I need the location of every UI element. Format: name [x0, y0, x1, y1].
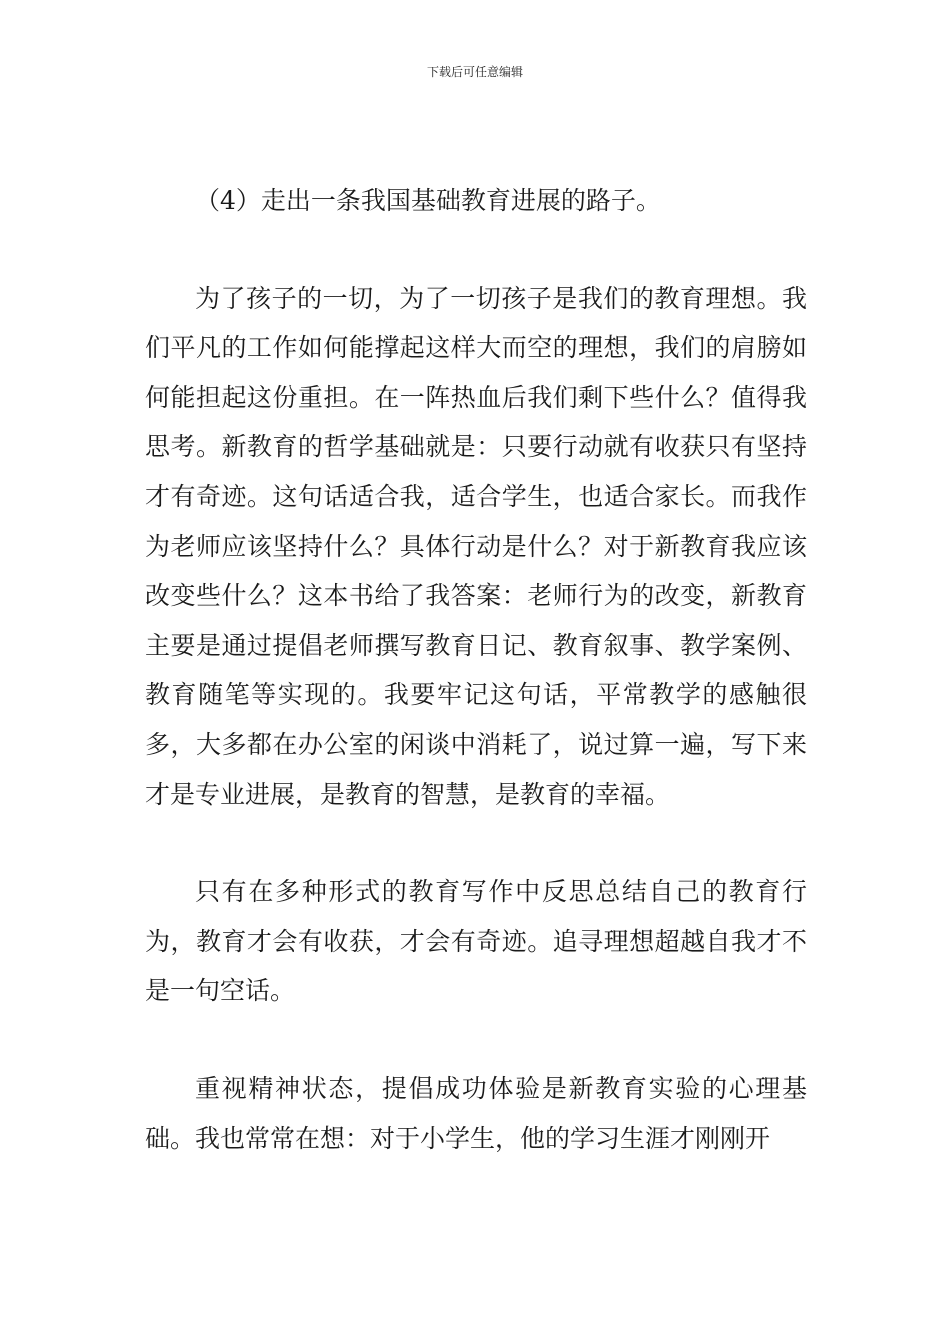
- paragraph-mental-state: 重视精神状态，提倡成功体验是新教育实验的心理基础。我也常常在想：对于小学生，他的学习生涯才刚刚开: [145, 1073, 807, 1153]
- paragraph-heading-4: （4）走出一条我国基础教育进展的路子。: [195, 186, 661, 215]
- paragraph-education-writing: 只有在多种形式的教育写作中反思总结自己的教育行为，教育才会有收获，才会有奇迹。追寻理想超越自我才不是一句空话。: [145, 877, 807, 1006]
- page-header-note: 下载后可任意编辑: [426, 65, 523, 79]
- document-body: [145, 176, 807, 1163]
- paragraph-education-ideal: 为了孩子的一切，为了一切孩子是我们的教育理想。我们平凡的工作如何能撑起这样大而空的理想，我们的肩膀如何能担起这份重担。在一阵热血后我们剩下些什么？值得我思考。新教育的哲学基础就是：只要行动就有收获只有坚持才有奇迹。这句话适合我，适合学生，也适合家长。而我作为老师应该坚持什么？具体行动是什么？对于新教育我应该改变些什么？这本书给了我答案：老师行为的改变，新教育主要是通过提倡老师撰写教育日记、教育叙事、教学案例、教育随笔等实现的。我要牢记这句话，平常教学的感触很多，大多都在办公室的闲谈中消耗了，说过算一遍，写下来才是专业进展，是教育的智慧，是教育的幸福。: [145, 283, 807, 809]
